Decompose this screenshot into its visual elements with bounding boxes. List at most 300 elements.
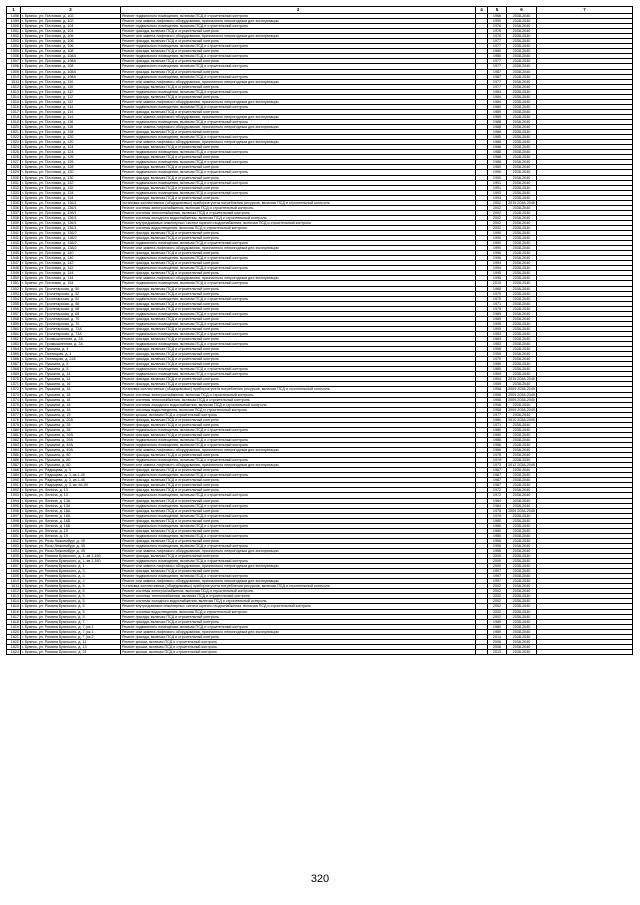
repair-period-cell: 2038-2040	[507, 347, 537, 352]
repair-period-cell: 2038-2040	[507, 533, 537, 538]
row-number-cell: 1594	[7, 498, 21, 503]
year-built-cell: 1971	[488, 422, 507, 427]
row-number-cell: 1549	[7, 271, 21, 276]
header-cell: 1	[7, 7, 21, 14]
repair-period-cell: 2038-2040	[507, 402, 537, 407]
work-type-cell: Ремонт фасада, включая ПСД и строительный контроль	[121, 337, 476, 342]
repair-period-cell: 2038-2040	[507, 205, 537, 210]
address-cell: г. Брянск, ул. Пролетарская, д. 68	[21, 306, 121, 311]
address-cell: г. Брянск, ул. Промышленная, д. 2А	[21, 337, 121, 342]
row-number-cell: 1583	[7, 442, 21, 447]
work-type-cell: Ремонт фасада, включая ПСД и строительный контроль	[121, 231, 476, 236]
address-cell: г. Брянск, ул. Почтовая, д. 140	[21, 256, 121, 261]
work-type-cell: Ремонт фасада, включая ПСД и строительный контроль	[121, 352, 476, 357]
header-cell: 7	[537, 7, 633, 14]
address-cell: г. Брянск, ул. Почтовая, д. 136/1	[21, 225, 121, 230]
work-type-cell: Ремонт фасада, включая ПСД и строительный контроль	[121, 185, 476, 190]
header-cell: 4	[476, 7, 488, 14]
year-built-cell: 2000	[488, 554, 507, 559]
address-cell: г. Брянск, ул. Почтовая, д. 130	[21, 170, 121, 175]
row-number-cell: 1508	[7, 64, 21, 69]
address-cell: г. Брянск, ул. Пролетарская, д. 52	[21, 296, 121, 301]
repair-period-cell: 2038-2040	[507, 256, 537, 261]
repair-period-cell: 2038-2040	[507, 246, 537, 251]
repair-period-cell: 2038-2040	[507, 104, 537, 109]
address-cell: г. Брянск, ул. Радищева, д. 3, кв.1-45	[21, 478, 121, 483]
work-type-cell: Ремонт или замена лифтового оборудования, признанного непригодным для эксплуатации	[121, 548, 476, 553]
work-type-cell: Ремонт фасада, включая ПСД и строительный контроль	[121, 145, 476, 150]
year-built-cell: 2002	[488, 200, 507, 205]
year-built-cell: 1988	[488, 155, 507, 160]
repair-period-cell: 2038-2040	[507, 548, 537, 553]
row-number-cell: 1590	[7, 478, 21, 483]
row-number-cell: 1542	[7, 236, 21, 241]
repair-period-cell: 2038-2040	[507, 225, 537, 230]
year-built-cell: 1977	[488, 44, 507, 49]
repair-period-cell: 2038-2040	[507, 559, 537, 564]
address-cell: г. Брянск, ул. Пушкина, д. 18	[21, 397, 121, 402]
address-cell: г. Брянск, ул. Почтовая, д. 132	[21, 180, 121, 185]
year-built-cell: 1989	[488, 114, 507, 119]
row-number-cell: 1616	[7, 609, 21, 614]
year-built-cell: 1966	[488, 14, 507, 19]
row-number-cell: 1621	[7, 634, 21, 639]
year-built-cell: 1988	[488, 160, 507, 165]
address-cell: г. Брянск, ул. Пролетарская, д. 66	[21, 301, 121, 306]
work-type-cell: Ремонт системы теплоснабжения, включая ПСД и строительный контроль	[121, 397, 476, 402]
year-built-cell: 1985	[488, 135, 507, 140]
work-type-cell: Ремонт подвального помещения, включая ПСД и строительный контроль	[121, 513, 476, 518]
repair-period-cell: 2038-2040	[507, 301, 537, 306]
address-cell: г. Брянск, ул. Почтовая, д. 140	[21, 251, 121, 256]
year-built-cell: 1985	[488, 140, 507, 145]
repair-period-cell: 2038-2040	[507, 518, 537, 523]
work-type-cell: Ремонт фасада, включая ПСД и строительный контроль	[121, 488, 476, 493]
work-type-cell: Установка коллективных (общедомовых) приборов учета потребления ресурсов, включая ПСД и строительный контроль	[121, 584, 476, 589]
address-cell: г. Брянск, ул. Пушкина, д. 28	[21, 422, 121, 427]
table-body	[7, 14, 633, 655]
address-cell: г. Брянск, ул. Ленина, д. 19	[21, 533, 121, 538]
repair-period-cell: 2038-2040	[507, 427, 537, 432]
row-number-cell: 1574	[7, 397, 21, 402]
work-type-cell: Ремонт фасада, включая ПСД и строительный контроль	[121, 498, 476, 503]
work-type-cell: Ремонт фасада, включая ПСД и строительный контроль	[121, 109, 476, 114]
work-type-cell: Ремонт фасада, включая ПСД и строительный контроль	[121, 554, 476, 559]
repair-period-cell: 2038-2040	[507, 468, 537, 473]
work-type-cell: Ремонт или замена лифтового оборудования, признанного непригодным для эксплуатации	[121, 99, 476, 104]
repair-period-cell: 2015 2038-2040	[508, 200, 535, 205]
year-built-cell: 1990	[488, 231, 507, 236]
address-cell: г. Брянск, ул. Почтовая, д. 108А	[21, 69, 121, 74]
address-cell: г. Брянск, ул. Почтовая, д. 120	[21, 140, 121, 145]
row-number-cell: 1591	[7, 483, 21, 488]
header-cell: 5	[488, 7, 507, 14]
repair-period-cell: 2009 2038-2040	[508, 508, 535, 513]
address-cell: г. Брянск, ул. Романа Брянского, д. 5	[21, 599, 121, 604]
row-number-cell: 1552	[7, 286, 21, 291]
year-built-cell: 1984	[488, 99, 507, 104]
address-cell: г. Брянск, ул. Ленина, д. 16Б	[21, 523, 121, 528]
work-type-cell: Ремонт фасада, включая ПСД и строительный контроль	[121, 39, 476, 44]
year-built-cell: 2002	[488, 225, 507, 230]
row-number-cell: 1581	[7, 432, 21, 437]
row-number-cell: 1502	[7, 34, 21, 39]
repair-period-cell: 2038-2040	[507, 251, 537, 256]
repair-period-cell: 2038-2040	[507, 180, 537, 185]
address-cell: г. Брянск, ул. Почтовая, д. 134	[21, 190, 121, 195]
row-number-cell: 1602	[7, 538, 21, 543]
work-type-cell: Ремонт фасада, включая ПСД и строительный контроль	[121, 301, 476, 306]
address-cell: г. Брянск, ул. Пролетарская, д. 52	[21, 291, 121, 296]
repair-period-cell: 2038-2040	[507, 543, 537, 548]
row-number-cell: 1534	[7, 195, 21, 200]
row-number-cell: 1624	[7, 649, 21, 654]
address-cell: г. Брянск, ул. Почтовая, д. 112	[21, 94, 121, 99]
work-type-cell: Ремонт подвального помещения, включая ПСД и строительный контроль	[121, 367, 476, 372]
year-built-cell: 2002	[488, 599, 507, 604]
header-cell: 6	[507, 7, 537, 14]
repair-period-cell: 2038-2040	[507, 155, 537, 160]
address-cell: г. Брянск, ул. Романа Брянского, д. 1, кв.1-160	[21, 554, 121, 559]
repair-period-cell: 2038-2040	[507, 493, 537, 498]
row-number-cell: 1580	[7, 427, 21, 432]
year-built-cell: 1958	[488, 402, 507, 407]
repair-period-cell: 2038-2040	[507, 311, 537, 316]
repair-period-cell: 2009 2038-2040	[508, 407, 535, 412]
address-cell: г. Брянск, ул. Промышленная, д. 2А	[21, 342, 121, 347]
work-type-cell: Ремонт подвального помещения, включая ПСД и строительный контроль	[121, 24, 476, 29]
repair-period-cell: 2009 2038-2040	[508, 397, 535, 402]
address-cell: г. Брянск, ул. Почтовая, д. 136/1	[21, 215, 121, 220]
year-built-cell: 1987	[488, 74, 507, 79]
row-number-cell: 1592	[7, 488, 21, 493]
repair-period-cell: 2038-2040	[507, 599, 537, 604]
row-number-cell: 1622	[7, 639, 21, 644]
repair-period-cell: 2038-2040	[507, 281, 537, 286]
year-built-cell: 1997	[488, 579, 507, 584]
work-type-cell: Ремонт подвального помещения, включая ПСД и строительный контроль	[121, 296, 476, 301]
repair-period-cell: 2038-2040	[507, 579, 537, 584]
work-type-cell: Ремонт подвального помещения, включая ПСД и строительный контроль	[121, 241, 476, 246]
year-built-cell: 2002	[488, 609, 507, 614]
row-number-cell: 1540	[7, 225, 21, 230]
year-built-cell: 1956	[488, 543, 507, 548]
address-cell: г. Брянск, ул. Почтовая, д. 102	[21, 14, 121, 19]
row-number-cell: 1599	[7, 523, 21, 528]
row-number-cell: 1501	[7, 29, 21, 34]
repair-period-cell: 2038-2040	[507, 165, 537, 170]
row-number-cell: 1543	[7, 241, 21, 246]
work-type-cell: Ремонт подвального помещения, включая ПСД и строительный контроль	[121, 150, 476, 155]
year-built-cell: 1995	[488, 271, 507, 276]
year-built-cell: 1984	[488, 89, 507, 94]
repair-period-cell: 2038-2040	[507, 296, 537, 301]
work-type-cell: Ремонт фасада, включая ПСД и строительный контроль	[121, 316, 476, 321]
repair-period-cell: 2038-2040	[507, 150, 537, 155]
work-type-cell: Ремонт фасада, включая ПСД и строительный контроль	[121, 291, 476, 296]
year-built-cell: 1976	[488, 34, 507, 39]
work-type-cell: Ремонт подвального помещения, включая ПСД и строительный контроль	[121, 256, 476, 261]
repair-period-cell: 2038-2040	[507, 49, 537, 54]
repair-period-cell: 2038-2040	[507, 569, 537, 574]
row-number-cell: 1570	[7, 377, 21, 382]
work-type-cell: Ремонт внутридомовых инженерных систем горячего водоснабжения, включая ПСД и строительный контроль	[121, 220, 476, 225]
year-built-cell: 1970	[488, 296, 507, 301]
work-type-cell: Ремонт или замена лифтового оборудования, признанного непригодным для эксплуатации	[121, 579, 476, 584]
row-number-cell: 1500	[7, 24, 21, 29]
year-built-cell: 1983	[488, 342, 507, 347]
work-type-cell: Ремонт фасада, включая ПСД и строительный контроль	[121, 478, 476, 483]
row-number-cell: 1546	[7, 256, 21, 261]
address-cell: г. Брянск, ул. Пушкина, д. 49А	[21, 448, 121, 453]
row-number-cell: 1524	[7, 145, 21, 150]
year-built-cell: 1977	[488, 64, 507, 69]
year-built-cell: 1990	[488, 175, 507, 180]
work-type-cell: Ремонт подвального помещения, включая ПСД и строительный контроль	[121, 458, 476, 463]
year-built-cell: 1973	[488, 463, 507, 468]
year-built-cell: 1985	[488, 362, 507, 367]
repair-period-cell: 2038-2040	[507, 34, 537, 39]
repair-period-cell: 2038-2040	[507, 306, 537, 311]
work-type-cell: Ремонт подвального помещения, включая ПСД и строительный контроль	[121, 574, 476, 579]
work-type-cell: Ремонт системы холодного водоснабжения, включая ПСД и строительный контроль	[121, 215, 476, 220]
year-built-cell: 2002	[488, 614, 507, 619]
work-type-cell: Установка коллективных (общедомовых) приборов учета потребления ресурсов, включая ПСД и строительный контроль	[121, 387, 476, 392]
repair-period-cell: 2038-2040	[507, 609, 537, 614]
repair-period-cell: 2038-2040	[507, 44, 537, 49]
work-type-cell: Ремонт подвального помещения, включая ПСД и строительный контроль	[121, 331, 476, 336]
repair-period-cell: 2038-2040	[507, 220, 537, 225]
row-number-cell: 1617	[7, 614, 21, 619]
page-number: 320	[310, 873, 330, 885]
row-number-cell: 1600	[7, 528, 21, 533]
work-type-cell: Ремонт подвального помещения, включая ПСД и строительный контроль	[121, 624, 476, 629]
work-type-cell: Ремонт фасада, включая ПСД и строительный контроль	[121, 69, 476, 74]
address-cell: г. Брянск, ул. Ленина, д. 16А	[21, 513, 121, 518]
address-cell: г. Брянск, ул. Пушкина, д. 28	[21, 427, 121, 432]
row-number-cell: 1619	[7, 624, 21, 629]
row-number-cell: 1560	[7, 326, 21, 331]
work-type-cell: Ремонт подвального помещения, включая ПСД и строительный контроль	[121, 281, 476, 286]
row-number-cell: 1526	[7, 155, 21, 160]
year-built-cell: 1984	[488, 503, 507, 508]
repair-period-cell: 2038-2040	[507, 473, 537, 478]
work-type-cell: Ремонт крыши, включая ПСД и строительный контроль	[121, 649, 476, 654]
address-cell: г. Брянск, ул. Почтовая, д. 136/2	[21, 231, 121, 236]
row-number-cell: 1547	[7, 261, 21, 266]
row-number-cell: 1564	[7, 347, 21, 352]
year-built-cell: 1971	[488, 301, 507, 306]
work-type-cell: Ремонт подвального помещения, включая ПСД и строительный контроль	[121, 89, 476, 94]
repair-period-cell: 2038-2040	[507, 69, 537, 74]
work-type-cell: Ремонт подвального помещения, включая ПСД и строительный контроль	[121, 170, 476, 175]
work-type-cell: Ремонт фасада, включая ПСД и строительный контроль	[121, 175, 476, 180]
year-built-cell: 2002	[488, 210, 507, 215]
address-cell: г. Брянск, ул. Почтовая, д. 138/2	[21, 246, 121, 251]
year-built-cell: 2002	[488, 215, 507, 220]
year-built-cell: 1956	[488, 538, 507, 543]
address-cell: г. Брянск, ул. Почтовая, д. 128	[21, 165, 121, 170]
work-type-cell: Ремонт фасада, включая ПСД и строительный контроль	[121, 49, 476, 54]
address-cell: г. Брянск, ул. Ленина, д. 13	[21, 493, 121, 498]
work-type-cell: Ремонт подвального помещения, включая ПСД и строительный контроль	[121, 190, 476, 195]
row-number-cell: 1533	[7, 190, 21, 195]
address-cell: г. Брянск, ул. Романа Брянского, д. 7 (ок.1	[21, 629, 121, 634]
work-type-cell: Ремонт фасада, включая ПСД и строительный контроль	[121, 634, 476, 639]
address-cell: г. Брянск, ул. Розы Люксембург, д. 45	[21, 548, 121, 553]
year-built-cell: 2015	[488, 281, 507, 286]
address-cell: г. Брянск, ул. Романа Брянского, д. 3	[21, 579, 121, 584]
repair-period-cell: 2038-2040	[507, 634, 537, 639]
address-cell: г. Брянск, ул. Пушкина, д. 18	[21, 407, 121, 412]
year-built-cell: 1960	[488, 417, 507, 422]
work-type-cell: Ремонт подвального помещения, включая ПСД и строительный контроль	[121, 266, 476, 271]
address-cell: г. Брянск, ул. Пушкина, д. 29А	[21, 437, 121, 442]
work-type-cell: Ремонт фасада, включая ПСД и строительный контроль	[121, 59, 476, 64]
year-built-cell: 2008	[488, 644, 507, 649]
work-type-cell: Ремонт фасада, включая ПСД и строительный контроль	[121, 528, 476, 533]
row-number-cell: 1623	[7, 644, 21, 649]
address-cell: г. Брянск, ул. Почтовая, д. 136/1	[21, 200, 121, 205]
header-cell: 2	[21, 7, 121, 14]
address-cell: г. Брянск, ул. Ленина, д. 13	[21, 488, 121, 493]
repair-period-cell: 2038-2040	[507, 135, 537, 140]
row-number-cell: 1553	[7, 291, 21, 296]
year-built-cell: 1988	[488, 125, 507, 130]
work-type-cell: Ремонт фасада, включая ПСД и строительный контроль	[121, 155, 476, 160]
address-cell: г. Брянск, ул. Почтовая, д. 136/1	[21, 205, 121, 210]
repair-period-cell: 2038-2040	[507, 215, 537, 220]
year-built-cell: 1983	[488, 337, 507, 342]
address-cell: г. Брянск, ул. Почтовая, д. 142	[21, 261, 121, 266]
repair-period-cell: 2038-2040	[507, 276, 537, 281]
year-built-cell: 1990	[488, 19, 507, 24]
address-cell: г. Брянск, ул. Пушкина, д. 16	[21, 382, 121, 387]
repair-period-cell: 2038-2040	[507, 29, 537, 34]
year-built-cell: 1989	[488, 311, 507, 316]
work-type-cell: Ремонт системы холодного водоснабжения, включая ПСД и строительный контроль	[121, 402, 476, 407]
row-number-cell: 1601	[7, 533, 21, 538]
work-type-cell: Ремонт или замена лифтового оборудования, признанного непригодным для эксплуатации	[121, 125, 476, 130]
row-number-cell: 1554	[7, 296, 21, 301]
repair-period-cell: 2038-2040	[507, 589, 537, 594]
work-type-cell: Ремонт фасада, включая ПСД и строительный контроль	[121, 326, 476, 331]
year-built-cell: 1987	[488, 69, 507, 74]
col-4-cell	[476, 649, 488, 654]
work-type-cell: Ремонт фасада, включая ПСД и строительный контроль	[121, 94, 476, 99]
address-cell: г. Брянск, ул. Пролетарская, д. 72А	[21, 331, 121, 336]
work-type-cell: Ремонт фасада, включая ПСД и строительный контроль	[121, 347, 476, 352]
row-number-cell: 1596	[7, 508, 21, 513]
address-cell: г. Брянск, ул. Романа Брянского, д. 5	[21, 604, 121, 609]
repair-period-cell: 2038-2040	[507, 528, 537, 533]
address-cell: г. Брянск, ул. Почтовая, д. 104	[21, 24, 121, 29]
year-built-cell: 1972	[488, 488, 507, 493]
repair-period-cell: 2038-2040	[507, 331, 537, 336]
address-cell: г. Брянск, ул. Почтовая, д. 108А	[21, 74, 121, 79]
address-cell: г. Брянск, ул. Почтовая, д. 136/1	[21, 220, 121, 225]
address-cell: г. Брянск, ул. Почтовая, д. 132	[21, 185, 121, 190]
work-type-cell: Ремонт системы водоотведения, включая ПСД и строительный контроль	[121, 609, 476, 614]
address-cell: г. Брянск, ул. Ленина, д. 13А	[21, 503, 121, 508]
repair-period-cell: 2038-2040	[507, 266, 537, 271]
address-cell: г. Брянск, ул. Пушкина, д. 18	[21, 387, 121, 392]
row-number-cell: 1503	[7, 39, 21, 44]
address-cell: г. Брянск, ул. Розы Люксембург, д. 45	[21, 543, 121, 548]
repair-period-cell: 2038-2040	[507, 261, 537, 266]
repair-period-cell: 2038-2040	[507, 478, 537, 483]
work-type-cell: Ремонт фасада, включая ПСД и строительный контроль	[121, 261, 476, 266]
work-type-cell: Ремонт крыши, включая ПСД и строительный контроль	[121, 639, 476, 644]
repair-period-cell: 2038-2040	[507, 316, 537, 321]
work-type-cell: Ремонт или замена лифтового оборудования, признанного непригодным для эксплуатации	[121, 140, 476, 145]
repair-period-cell: 2038-2040	[507, 114, 537, 119]
address-cell: г. Брянск, ул. Почтовая, д. 114	[21, 114, 121, 119]
row-number-cell: 1528	[7, 165, 21, 170]
address-cell: г. Брянск, ул. Почтовая, д. 130	[21, 175, 121, 180]
row-number-cell: 1499	[7, 19, 21, 24]
work-type-cell: Ремонт подвального помещения, включая ПСД и строительный контроль	[121, 493, 476, 498]
address-cell: г. Брянск, ул. Почтовая, д. 120	[21, 135, 121, 140]
work-type-cell: Ремонт подвального помещения, включая ПСД и строительный контроль	[121, 372, 476, 377]
row-number-cell: 1536	[7, 205, 21, 210]
row-number-cell: 1519	[7, 119, 21, 124]
repair-period-cell: 2038-2040	[507, 160, 537, 165]
row-number-cell: 1517	[7, 109, 21, 114]
year-built-cell: 1958	[488, 392, 507, 397]
address-cell: г. Брянск, ул. Пушкина, д. 49А	[21, 442, 121, 447]
repair-period-cell: 2038-2040	[507, 367, 537, 372]
repair-period-cell: 2038-2040	[507, 39, 537, 44]
year-built-cell: 1990	[488, 170, 507, 175]
row-number-cell: 1587	[7, 463, 21, 468]
year-built-cell: 1983	[488, 331, 507, 336]
address-cell: г. Брянск, ул. Ленина, д. 13А	[21, 498, 121, 503]
repair-period-cell: 2038-2040	[507, 24, 537, 29]
repair-period-cell: 2038-2040	[507, 185, 537, 190]
year-built-cell: 1980	[488, 427, 507, 432]
repair-period-cell: 2038-2040	[507, 584, 537, 589]
row-number-cell: 1504	[7, 44, 21, 49]
work-type-cell: Ремонт подвального помещения, включая ПСД и строительный контроль	[121, 442, 476, 447]
repair-period-cell: 2038-2040	[507, 321, 537, 326]
row-number-cell: 1573	[7, 392, 21, 397]
row-number-cell: 1558	[7, 316, 21, 321]
year-built-cell: 2013	[488, 649, 507, 654]
address-cell: г. Брянск, ул. Романа Брянского, д. 7 (ок.2	[21, 634, 121, 639]
address-cell: г. Брянск, ул. Пушкина, д. 20А	[21, 417, 121, 422]
repair-period-cell: 2038-2040	[507, 271, 537, 276]
row-number-cell: 1569	[7, 372, 21, 377]
address-cell: г. Брянск, ул. Почтовая, д. 126	[21, 155, 121, 160]
year-built-cell: 1978	[488, 453, 507, 458]
year-built-cell: 1997	[488, 574, 507, 579]
work-type-cell: Ремонт фасада, включая ПСД и строительный контроль	[121, 271, 476, 276]
row-number-cell: 1523	[7, 140, 21, 145]
year-built-cell: 1972	[488, 493, 507, 498]
work-type-cell: Ремонт фасада, включая ПСД и строительный контроль	[121, 236, 476, 241]
repair-period-cell: 2038-2040	[507, 59, 537, 64]
work-type-cell: Ремонт фасада, включая ПСД и строительный контроль	[121, 165, 476, 170]
year-built-cell: 1993	[488, 195, 507, 200]
repair-period-cell: 2038-2040	[507, 337, 537, 342]
year-built-cell: 1990	[488, 241, 507, 246]
work-type-cell: Ремонт подвального помещения, включая ПСД и строительный контроль	[121, 427, 476, 432]
address-cell: г. Брянск, ул. Почтовая, д. 124	[21, 145, 121, 150]
year-built-cell: 1989	[488, 619, 507, 624]
repair-period-cell: 2009 2038-2040	[508, 392, 535, 397]
address-cell: г. Брянск, ул. Пушкина, д. 18	[21, 402, 121, 407]
